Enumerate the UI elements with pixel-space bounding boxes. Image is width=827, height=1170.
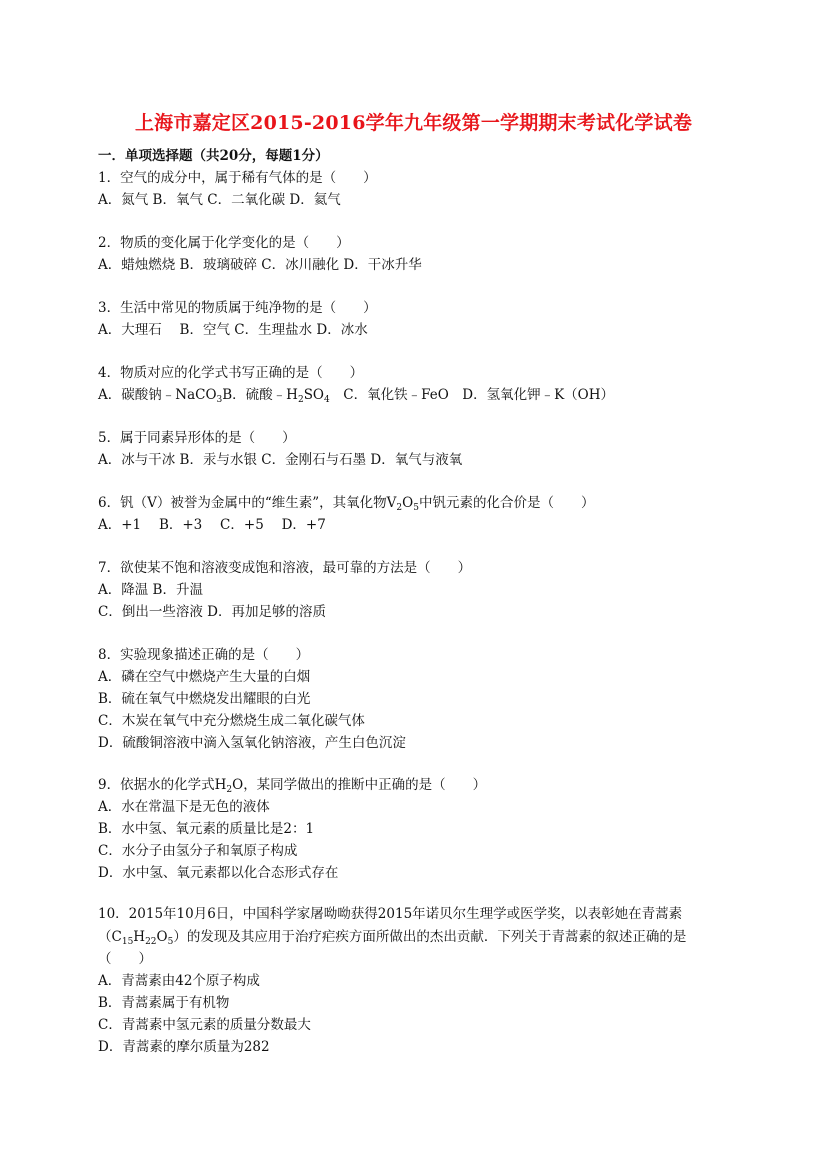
question-9-option-c: C．水分子由氢分子和氧原子构成 [98,843,298,859]
question-5-stem: 5．属于同素异形体的是（ ） [98,430,296,446]
question-9-option-d: D．水中氢、氧元素都以化合态形式存在 [98,865,339,881]
question-1-stem: 1．空气的成分中，属于稀有气体的是（ ） [98,170,377,186]
question-6-stem: 6．钒（V）被誉为金属中的“维生素”，其氧化物$V_2O_5$中钒元素的化合价是（ ） [98,495,595,513]
question-1-options: A．氮气 B．氧气 C．二氧化碳 D．氦气 [98,192,341,208]
question-7-option-cd: C．倒出一些溶液 D．再加足够的溶质 [98,604,326,620]
question-2-options: A．蜡烛燃烧 B．玻璃破碎 C．冰川融化 D．干冰升华 [98,257,422,273]
question-8-option-c: C．木炭在氧气中充分燃烧生成二氧化碳气体 [98,713,365,729]
question-9-stem: 9．依据水的化学式$H_2O$，某同学做出的推断中正确的是（ ） [98,777,487,795]
question-4-stem: 4．物质对应的化学式书写正确的是（ ） [98,365,364,381]
question-7-stem: 7．欲使某不饱和溶液变成饱和溶液，最可靠的方法是（ ） [98,560,472,576]
question-5-options: A．冰与干冰 B．汞与水银 C．金刚石与石墨 D．氧气与液氧 [98,452,463,468]
question-7-option-ab: A．降温 B．升温 [98,582,203,598]
question-8-option-a: A．磷在空气中燃烧产生大量的白烟 [98,669,311,685]
question-10-stem-line2: $(C_{15}H_{22}O_5)$的发现及其应用于治疗疟疾方面所做出的杰出贡献．下列关于青蒿素的叙述正确的是 [98,929,687,947]
page-title: 上海市嘉定区2015-2016学年九年级第一学期期末考试化学试卷 [134,112,693,134]
question-10-stem-line3: （ ） [98,951,152,967]
section-heading: 一．单项选择题（共20分，每题1分） [98,148,329,164]
question-8-option-d: D．硫酸铜溶液中滴入氢氧化钠溶液，产生白色沉淀 [98,735,406,751]
question-10-option-d: D．青蒿素的摩尔质量为282 [98,1039,270,1055]
question-10-option-b: B．青蒿素属于有机物 [98,995,230,1011]
question-10-stem-line1: 10．2015年10月6日，中国科学家屠呦呦获得2015年诺贝尔生理学或医学奖，以表彰她在青蒿素 [98,906,683,922]
question-3-options: A．大理石 B．空气 C．生理盐水 D．冰水 [98,322,368,338]
question-4-options: A．碳酸钠﹣NaCO$_3$B．硫酸$﹣H_2SO_4$ C．氧化铁﹣FeO D．氢氧化钾﹣K（OH） [98,387,615,405]
question-8-option-b: B．硫在氧气中燃烧发出耀眼的白光 [98,691,311,707]
question-6-options: A．+1 B．+3 C．+5 D．+7 [98,517,326,533]
question-10-option-a: A．青蒿素由42个原子构成 [98,973,260,989]
question-8-stem: 8．实验现象描述正确的是（ ） [98,647,310,663]
question-2-stem: 2．物质的变化属于化学变化的是（ ） [98,235,350,251]
question-10-option-c: C．青蒿素中氢元素的质量分数最大 [98,1017,311,1033]
question-9-option-b: B．水中氢、氧元素的质量比是2：1 [98,821,315,837]
question-9-option-a: A．水在常温下是无色的液体 [98,799,270,815]
question-3-stem: 3．生活中常见的物质属于纯净物的是（ ） [98,300,377,316]
